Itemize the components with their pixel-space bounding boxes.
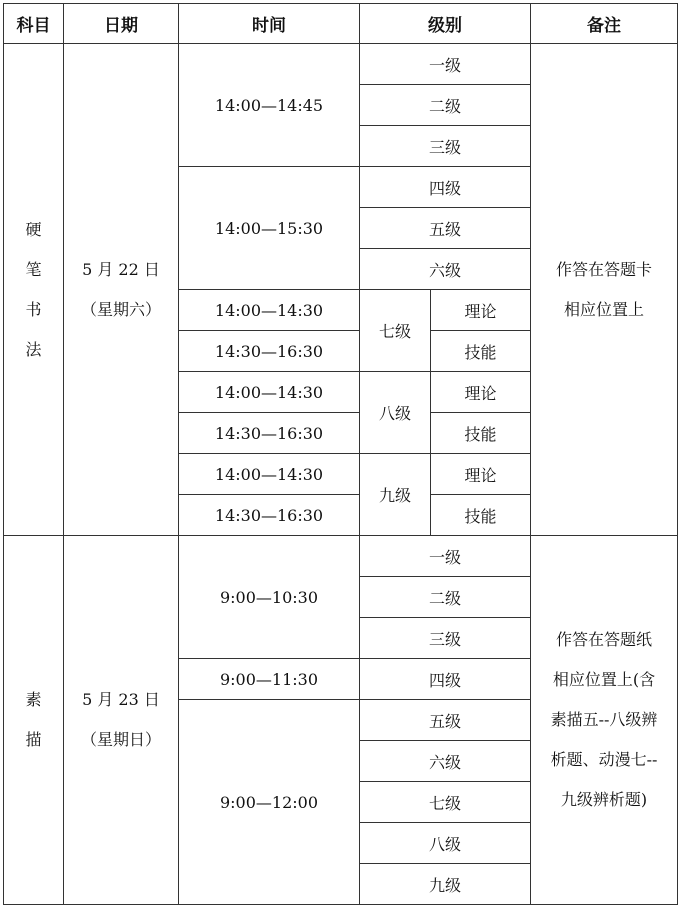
time-cell: 9:00—12:00 [179, 700, 360, 905]
time-cell: 14:00—14:30 [179, 290, 360, 331]
part-cell: 技能 [431, 331, 531, 372]
level-cell: 四级 [360, 167, 531, 208]
header-time: 时间 [179, 4, 360, 44]
time-cell: 9:00—11:30 [179, 659, 360, 700]
subject-sketch: 素 描 [4, 536, 64, 905]
part-cell: 理论 [431, 372, 531, 413]
time-cell: 14:30—16:30 [179, 413, 360, 454]
part-cell: 理论 [431, 290, 531, 331]
header-date: 日期 [64, 4, 179, 44]
time-cell: 14:30—16:30 [179, 331, 360, 372]
time-cell: 14:00—14:30 [179, 454, 360, 495]
level-cell: 二级 [360, 85, 531, 126]
header-level: 级别 [360, 4, 531, 44]
part-cell: 理论 [431, 454, 531, 495]
part-cell: 技能 [431, 495, 531, 536]
level-cell: 四级 [360, 659, 531, 700]
note-sketch: 作答在答题纸 相应位置上(含 素描五--八级辨 析题、动漫七-- 九级辨析题) [531, 536, 678, 905]
level-cell: 六级 [360, 741, 531, 782]
level-cell: 八级 [360, 823, 531, 864]
level-cell: 七级 [360, 290, 431, 372]
time-cell: 14:00—14:30 [179, 372, 360, 413]
level-cell: 一级 [360, 44, 531, 85]
header-subject: 科目 [4, 4, 64, 44]
exam-schedule-table [3, 3, 678, 905]
level-cell: 五级 [360, 700, 531, 741]
level-cell: 五级 [360, 208, 531, 249]
level-cell: 六级 [360, 249, 531, 290]
level-cell: 二级 [360, 577, 531, 618]
time-cell: 14:00—15:30 [179, 167, 360, 290]
time-cell: 14:30—16:30 [179, 495, 360, 536]
subject-calligraphy: 硬 笔 书 法 [4, 44, 64, 536]
time-cell: 14:00—14:45 [179, 44, 360, 167]
time-cell: 9:00—10:30 [179, 536, 360, 659]
note-calligraphy: 作答在答题卡 相应位置上 [531, 44, 678, 536]
level-cell: 三级 [360, 126, 531, 167]
date-sketch: 5 月 23 日 （星期日） [64, 536, 179, 905]
level-cell: 八级 [360, 372, 431, 454]
header-row [4, 4, 678, 44]
date-calligraphy: 5 月 22 日 （星期六） [64, 44, 179, 536]
level-cell: 三级 [360, 618, 531, 659]
table-row [4, 44, 678, 85]
level-cell: 九级 [360, 864, 531, 905]
header-note: 备注 [531, 4, 678, 44]
part-cell: 技能 [431, 413, 531, 454]
level-cell: 七级 [360, 782, 531, 823]
table-row [4, 536, 678, 577]
level-cell: 一级 [360, 536, 531, 577]
level-cell: 九级 [360, 454, 431, 536]
